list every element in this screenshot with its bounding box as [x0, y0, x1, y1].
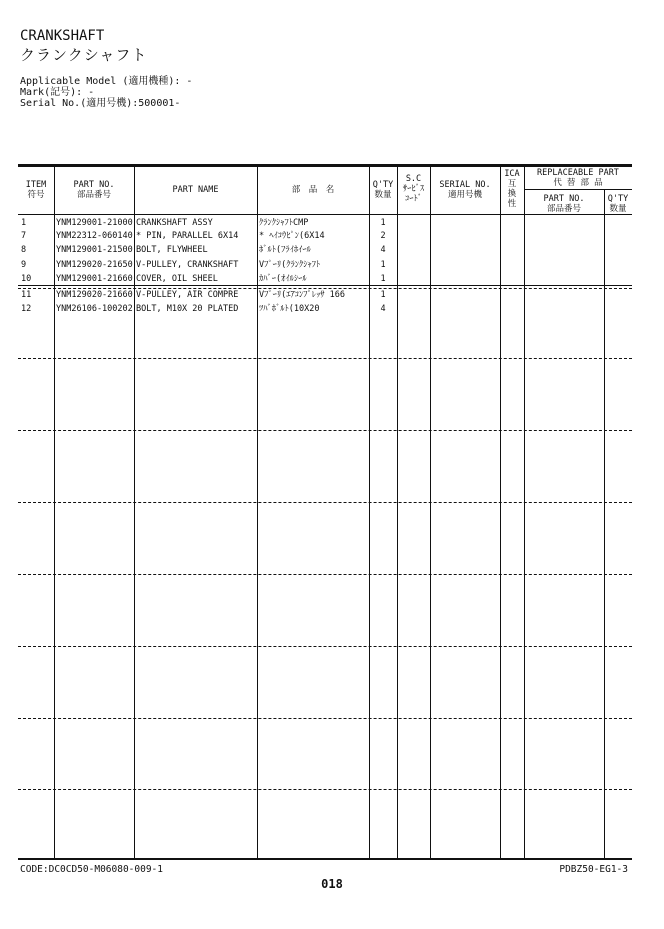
column-divider — [397, 167, 398, 858]
part-name-japanese: ﾎﾞﾙﾄ(ﾌﾗｲﾎｲｰﾙ — [259, 245, 311, 255]
part-number: YNM22312-060140 — [56, 231, 133, 241]
part-no-header: PART NO. 部品番号 — [73, 180, 115, 200]
column-divider — [500, 167, 501, 858]
part-name: V-PULLEY, AIR COMPRE — [136, 290, 239, 300]
part-name-japanese-header: 部 品 名 — [291, 185, 335, 195]
replaceable-part-header: REPLACEABLE PART 代 替 部 品 — [537, 168, 619, 188]
part-name-japanese: ｶﾊﾞｰ(ｵｲﾙｼｰﾙ — [259, 274, 307, 284]
column-divider — [257, 167, 258, 858]
page-number: 018 — [321, 877, 343, 891]
part-name: * PIN, PARALLEL 6X14 — [136, 231, 239, 241]
document-code: CODE:DC0CD50-M06080-009-1 — [20, 864, 163, 875]
section-rule — [18, 358, 632, 359]
document-title: CRANKSHAFT — [20, 28, 105, 44]
interchangeability-header: ICA 互 換 性 — [504, 169, 520, 209]
item-number: 12 — [21, 304, 32, 314]
item-number: 1 — [21, 218, 27, 228]
section-rule — [18, 789, 632, 790]
column-divider — [134, 167, 135, 858]
item-number: 7 — [21, 231, 27, 241]
part-number: YNM129001-21500 — [56, 245, 133, 255]
part-number: YNM26106-100202 — [56, 304, 133, 314]
row-group-rule — [18, 285, 632, 286]
item-header: ITEM 符号 — [25, 180, 47, 200]
part-number: YNM129001-21660 — [56, 274, 133, 284]
serial-number: Serial No.(適用号機):500001- — [20, 98, 181, 109]
applicable-model: Applicable Model (適用機種): - — [20, 76, 193, 87]
part-name-japanese: Vﾌﾟｰﾘ(ｸﾗﾝｸｼｬﾌﾄ — [259, 260, 321, 270]
section-rule — [18, 718, 632, 719]
part-number: YNM129001-21000 — [56, 218, 133, 228]
document-title-japanese: クランクシャフト — [20, 46, 148, 64]
section-rule — [18, 574, 632, 575]
section-rule — [18, 502, 632, 503]
quantity: 1 — [380, 274, 386, 284]
document-reference: PDBZ50-EG1-3 — [559, 864, 628, 875]
part-name: BOLT, M10X 20 PLATED — [136, 304, 239, 314]
quantity: 4 — [380, 304, 386, 314]
parts-table — [18, 164, 632, 860]
table-bottom-border — [18, 858, 632, 860]
table-top-border — [18, 164, 632, 167]
header-bottom-rule — [18, 214, 632, 215]
quantity: 1 — [380, 218, 386, 228]
column-divider — [524, 167, 525, 858]
quantity: 4 — [380, 245, 386, 255]
part-name: V-PULLEY, CRANKSHAFT — [136, 260, 239, 270]
part-name: CRANKSHAFT ASSY — [136, 218, 213, 228]
item-number: 9 — [21, 260, 27, 270]
quantity-header: Q'TY 数量 — [372, 180, 394, 200]
part-name-japanese: ﾂﾊﾞﾎﾞﾙﾄ(10X20 — [259, 304, 320, 314]
item-number: 10 — [21, 274, 32, 284]
part-name: COVER, OIL SHEEL — [136, 274, 218, 284]
column-divider — [54, 167, 55, 858]
section-rule — [18, 430, 632, 431]
part-number: YNM129020-21660 — [56, 290, 133, 300]
quantity: 1 — [380, 260, 386, 270]
quantity: 2 — [380, 231, 386, 241]
service-code-header: S.C ｻｰﾋﾞｽ ｺｰﾄﾞ — [402, 174, 425, 204]
part-name-japanese: ｸﾗﾝｸｼｬﾌﾄCMP — [259, 218, 309, 228]
part-number: YNM129020-21650 — [56, 260, 133, 270]
item-number: 8 — [21, 245, 27, 255]
column-divider — [430, 167, 431, 858]
part-name-header: PART NAME — [172, 185, 219, 195]
part-name-japanese: Vﾌﾟｰﾘ(ｴｱｺﾝﾌﾟﾚｯｻ 166 — [259, 290, 345, 300]
serial-no-header: SERIAL NO. 適用号機 — [439, 180, 491, 200]
item-number: 11 — [21, 290, 32, 300]
quantity: 1 — [380, 290, 386, 300]
section-rule — [18, 646, 632, 647]
replaceable-subheader-rule — [524, 189, 632, 190]
replaceable-part-no-header: PART NO. 部品番号 — [543, 194, 585, 214]
column-divider — [604, 189, 605, 858]
part-name: BOLT, FLYWHEEL — [136, 245, 208, 255]
part-name-japanese: * ﾍｲｺｳﾋﾟﾝ(6X14 — [259, 231, 325, 241]
replaceable-quantity-header: Q'TY 数量 — [607, 194, 629, 214]
mark: Mark(記号): - — [20, 87, 95, 98]
